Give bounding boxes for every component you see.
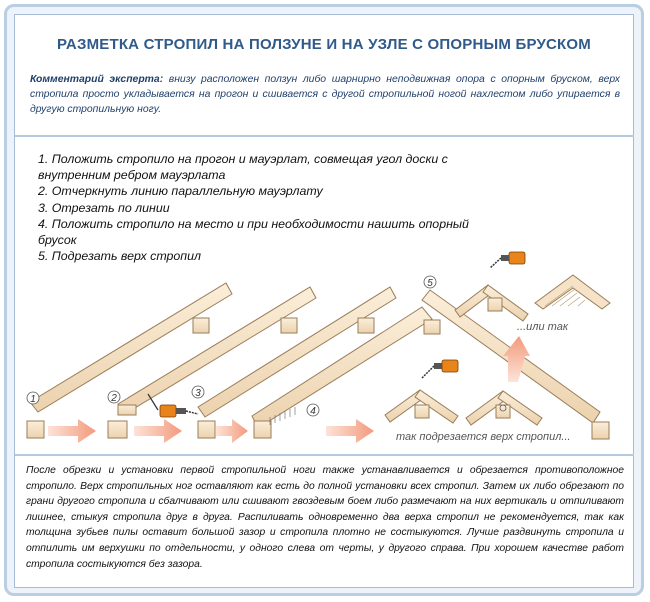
joint-lower-block xyxy=(415,405,429,418)
arrow-4 xyxy=(326,419,374,443)
expert-comment-text: внизу расположен ползун либо шарнирно неподвижная опора с опорным бруском, верх стропила просто укладывается на прогон и сшивается с другой стропильной ногой нахлестом либо упирается в другую стропильную ногу. xyxy=(30,74,620,115)
step-item: 2. Отчеркнуть линию параллельную мауэрлату xyxy=(38,184,323,199)
arrow-1 xyxy=(48,419,96,443)
label-or: ...или так xyxy=(517,321,569,333)
step-number-5: 5 xyxy=(427,278,433,289)
wall-plate-4 xyxy=(254,421,271,438)
step-item: 1. Положить стропило на прогон и мауэрлат, совмещая угол доски с внутренним ребром мауэрлата xyxy=(38,152,448,183)
step-number-3: 3 xyxy=(195,388,201,399)
step-item: 3. Отрезать по линии xyxy=(38,200,170,215)
step-number-2: 2 xyxy=(111,393,117,404)
divider-bottom xyxy=(15,454,634,456)
page-title: РАЗМЕТКА СТРОПИЛ НА ПОЛЗУНЕ И НА УЗЛЕ С ОПОРНЫМ БРУСКОМ xyxy=(57,36,591,53)
arrow-3 xyxy=(216,419,248,443)
expert-comment-label: Комментарий эксперта: xyxy=(30,74,164,85)
purlin-3 xyxy=(358,318,374,333)
wall-plate-3 xyxy=(198,421,215,438)
wall-plate-5 xyxy=(592,422,609,439)
label-top-cut: так подрезается верх стропил... xyxy=(396,431,571,443)
arrow-2 xyxy=(134,419,182,443)
step-item: 4. Положить стропило на место и при необходимости нашить опорный брусок xyxy=(38,216,469,248)
bottom-description: После обрезки и установки первой стропильной ноги также устанавливается и обрезается противоположное стропило. Верх стропильных ног оставляют как есть до полной установки всех стропил. Затем их либо обрезают по грани другого стропила и сбалчивают или сшивают гвоздевым боем либо размечают на них вертикаль и отпиливают лишнее, стыкуя стропила друг в друга. Распиливать одновременно два верха стропил не рекомендуется, так как толщина зубьев пилы оставит большой зазор и стропила плотно не состыкуются. Лучше раздвинуть стропила и отпилить им верхушки по отдельности, у одного слева от черты, у другого справа. При хорошем качестве работ стропила состыкуются без зазора. xyxy=(26,465,624,570)
truss-top-right xyxy=(535,275,610,309)
step-item: 5. Подрезать верх стропил xyxy=(38,249,201,264)
joint-lower2-block xyxy=(496,405,510,418)
saw-top-lower xyxy=(422,360,458,378)
purlin-1 xyxy=(193,318,209,333)
step-number-1: 1 xyxy=(30,394,36,405)
joint-upper-block xyxy=(488,298,502,311)
purlin-4 xyxy=(424,320,440,334)
step-number-4: 4 xyxy=(310,406,316,417)
saw-stage-3 xyxy=(160,405,198,417)
saw-top-upper xyxy=(490,252,525,268)
wall-plate-2 xyxy=(108,421,127,438)
wall-plate-1 xyxy=(27,421,44,438)
marking-block-2 xyxy=(118,405,136,415)
purlin-2 xyxy=(281,318,297,333)
